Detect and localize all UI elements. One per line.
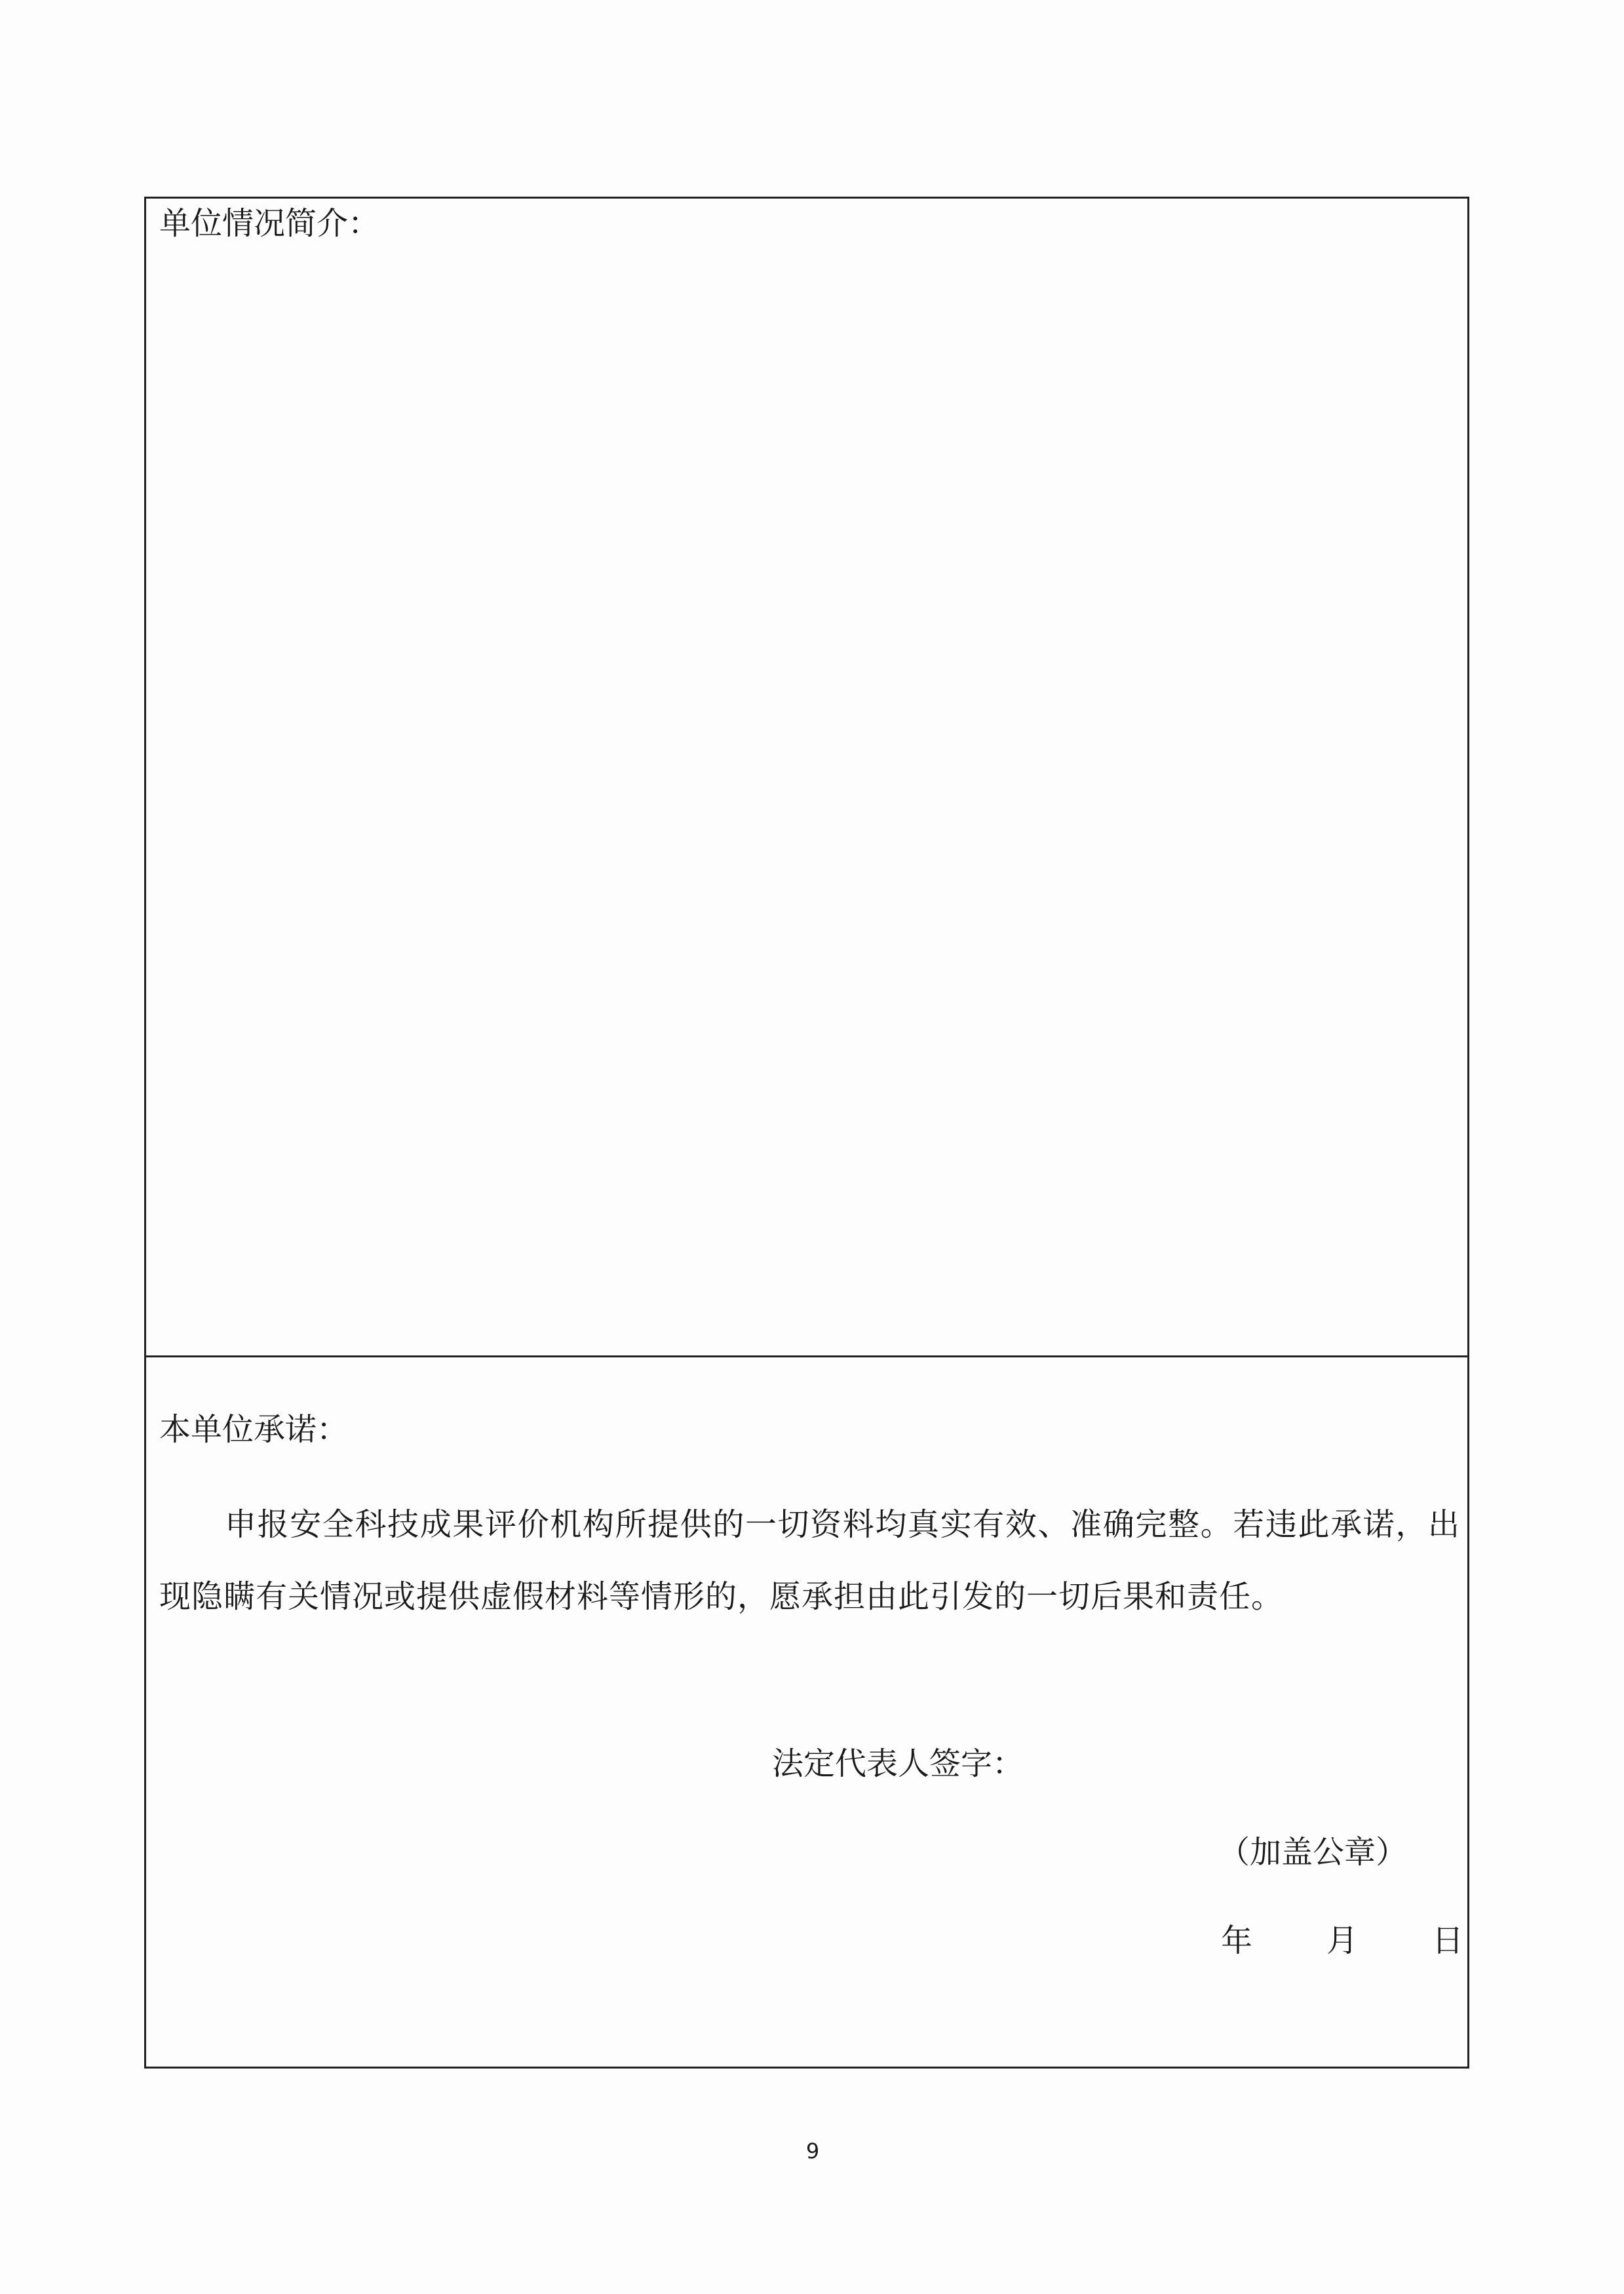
date-line <box>1221 1921 1463 1960</box>
pledge-statement: 申报安全科技成果评价机构所提供的一切资料均真实有效、准确完整。若违此承诺，出现隐瞒有关情况或提供虚假材料等情形的，愿承担由此引发的一切后果和责任。 <box>159 1506 1460 1615</box>
page-number: 9 <box>805 2139 820 2164</box>
seal-note: （加盖公章） <box>1218 1834 1408 1871</box>
signature-label: 法定代表人签字： <box>772 1745 1024 1782</box>
unit-intro-section <box>146 199 1467 1357</box>
unit-pledge-label: 本单位承诺： <box>159 1411 349 1448</box>
unit-pledge-section <box>146 1357 1467 2069</box>
unit-intro-label: 单位情况简介： <box>159 205 380 242</box>
form-table <box>144 197 1469 2069</box>
date-day: 日 <box>1431 1922 1463 1959</box>
date-month: 月 <box>1326 1922 1358 1959</box>
date-year: 年 <box>1221 1922 1253 1959</box>
